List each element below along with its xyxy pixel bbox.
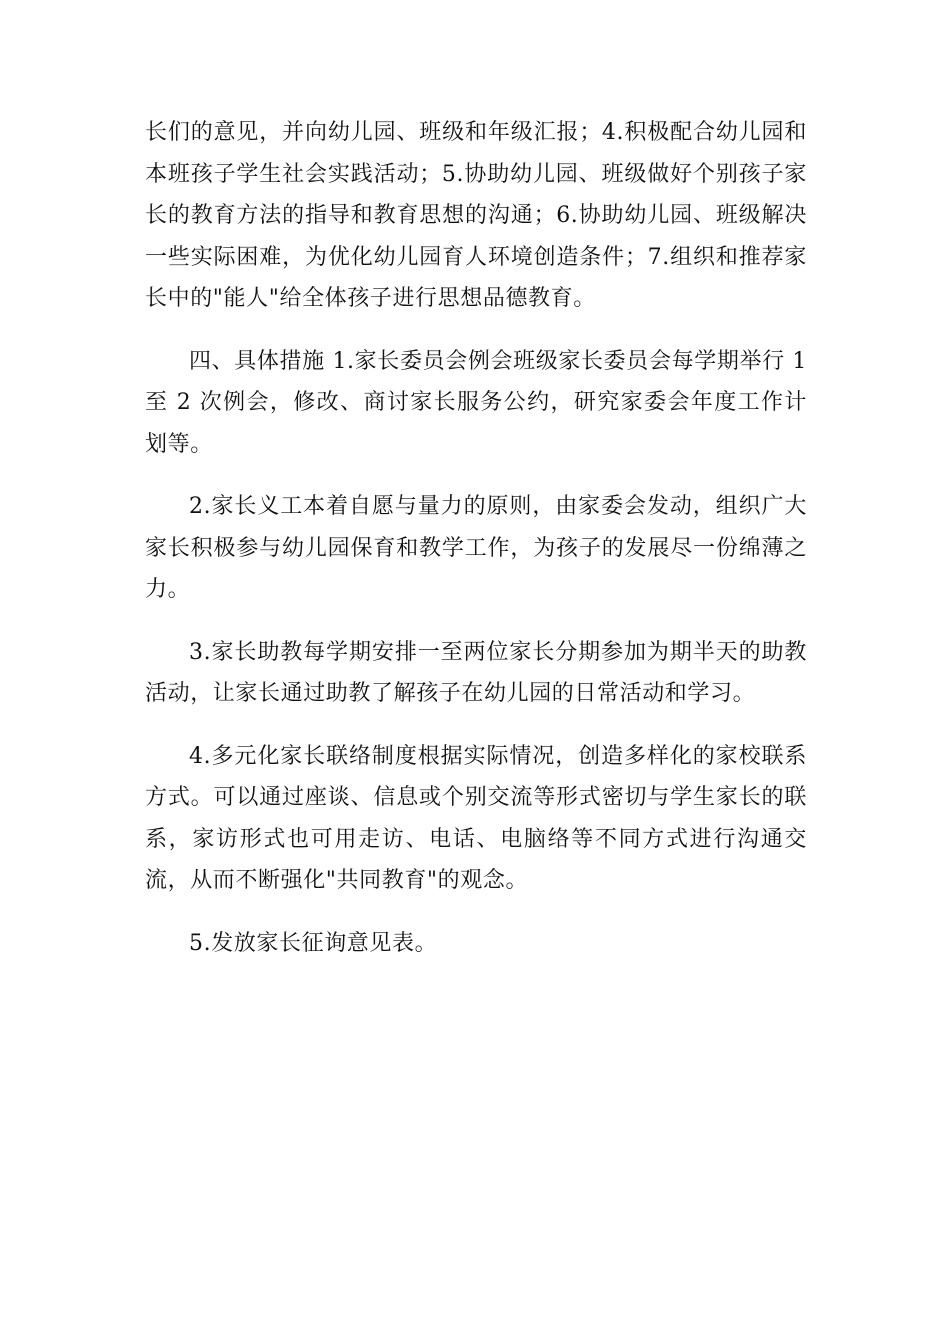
paragraph-parent-assistants: 3.家长助教每学期安排一至两位家长分期参加为期半天的助教活动，让家长通过助教了解孩子在幼儿园的日常活动和学习。 [145,639,807,706]
paragraph-continuation: 长们的意见，并向幼儿园、班级和年级汇报；4.积极配合幼儿园和本班孩子学生社会实践活动；5.协助幼儿园、班级做好个别孩子家长的教育方法的指导和教育思想的沟通；6.协助幼儿园、班级解决一些实际困难，为优化幼儿园育人环境创造条件；7.组织和推荐家长中的"能人"给全体孩子进行思想品德教育。 [145,120,807,311]
document-body [145,112,807,985]
paragraph-volunteer-parents: 2.家长义工本着自愿与量力的原则，由家委会发动，组织广大家长积极参与幼儿园保育和教学工作，为孩子的发展尽一份绵薄之力。 [145,494,807,602]
paragraph-section-four-measures: 四、具体措施 1.家长委员会例会班级家长委员会每学期举行 1 至 2 次例会，修改、商讨家长服务公约，研究家委会年度工作计划等。 [145,348,807,457]
paragraph-survey-form: 5.发放家长征询意见表。 [189,930,438,956]
paragraph-contact-system: 4.多元化家长联络制度根据实际情况，创造多样化的家校联系方式。可以通过座谈、信息或个别交流等形式密切与学生家长的联系，家访形式也可用走访、电话、电脑络等不同方式进行沟通交流，从而不断强化"共同教育"的观念。 [145,743,807,893]
